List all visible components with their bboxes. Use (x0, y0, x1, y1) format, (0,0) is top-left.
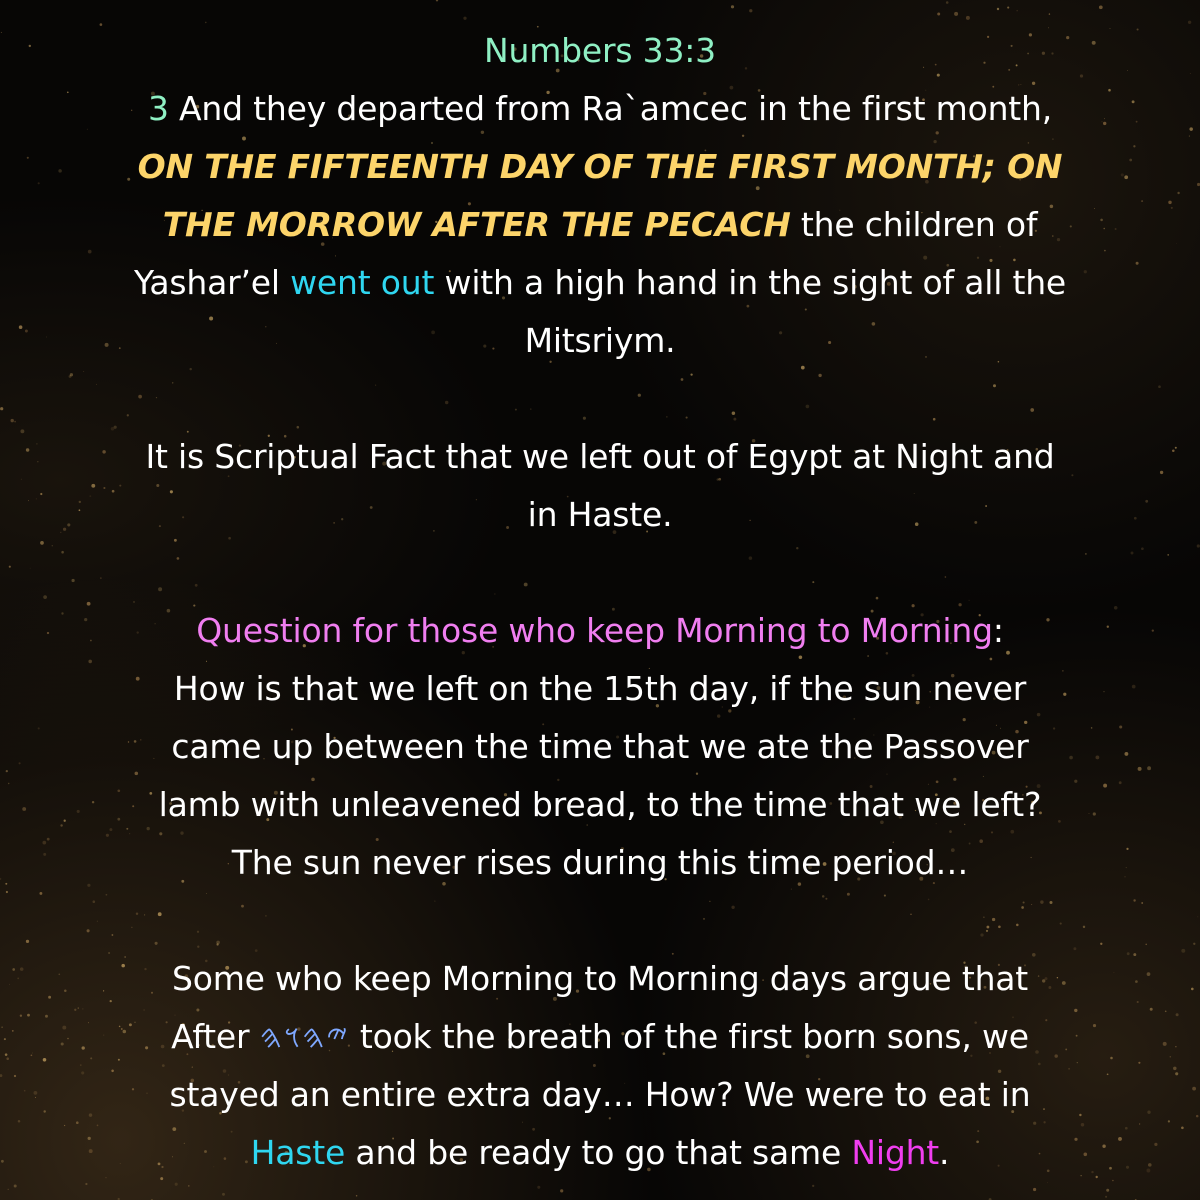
speckle (188, 1185, 190, 1187)
speckle (1033, 1188, 1036, 1191)
scripture-text-block (0, 22, 1200, 1182)
argument-line-2 (0, 1008, 1200, 1066)
speckle (937, 13, 940, 16)
argument-line-3: stayed an entire extra day… How? We were to eat in (169, 1075, 1031, 1114)
verse-text: And they departed from Ra`amcec in the first month, (168, 89, 1053, 128)
speckle (222, 1193, 225, 1196)
speckle (1049, 13, 1050, 14)
verse-line-1 (0, 80, 1200, 138)
verse-line-4 (0, 254, 1200, 312)
verse-emphasis-line-1: ON THE FIFTEENTH DAY OF THE FIRST MONTH; ON (137, 147, 1063, 186)
speckle (85, 1183, 87, 1185)
speckle (8, 1189, 9, 1190)
speckle (1105, 1196, 1107, 1198)
speckle (1047, 1182, 1048, 1183)
paleo-hebrew-name: 𐤉𐤄𐤅𐤄 (259, 1017, 350, 1056)
spacer (0, 370, 1200, 428)
speckle (997, 8, 999, 10)
verse-line-5: Mitsriym. (524, 321, 676, 360)
fact-line-2: in Haste. (527, 495, 673, 534)
scripture-heading: Numbers 33:3 (484, 31, 716, 70)
question-line-2: How is that we left on the 15th day, if the sun never (173, 669, 1027, 708)
argument-text-rest: took the breath of the first born sons, we (349, 1017, 1029, 1056)
went-out-highlight: went out (290, 263, 435, 302)
verse-text-start: Yashar’el (133, 263, 291, 302)
speckle (356, 1195, 358, 1197)
verse-text-cont: the children of (790, 205, 1038, 244)
speckle (954, 12, 958, 16)
argument-period: . (939, 1133, 950, 1172)
speckle (946, 1, 949, 4)
night-highlight: Night (851, 1133, 940, 1172)
argument-line-1: Some who keep Morning to Morning days argue that (171, 959, 1029, 998)
fact-line-1: It is Scriptual Fact that we left out of Egypt at Night and (145, 437, 1055, 476)
speckle (175, 1183, 178, 1186)
speckle (966, 16, 970, 20)
verse-line-3 (0, 196, 1200, 254)
speckle (436, 0, 438, 1)
speckle (812, 1185, 814, 1187)
question-heading (0, 602, 1200, 660)
verse-emphasis-line-2: THE MORROW AFTER THE PECACH (162, 205, 791, 244)
haste-highlight: Haste (250, 1133, 346, 1172)
question-line-4: lamb with unleavened bread, to the time that we left? (158, 785, 1042, 824)
speckle (749, 9, 752, 12)
speckle (537, 1186, 540, 1189)
speckle (560, 1189, 563, 1192)
argument-text-mid: and be ready to go that same (345, 1133, 852, 1172)
question-label: Question for those who keep Morning to Morning (196, 611, 993, 650)
verse-text-rest: with a high hand in the sight of all the (434, 263, 1067, 302)
speckle (731, 5, 734, 8)
speckle (1007, 7, 1009, 9)
spacer (0, 892, 1200, 950)
speckle (14, 1185, 17, 1188)
speckle (1106, 1189, 1109, 1192)
argument-text-start: After (171, 1017, 260, 1056)
question-line-3: came up between the time that we ate the Passover (171, 727, 1029, 766)
question-line-5: The sun never rises during this time period… (231, 843, 969, 882)
speckle (1099, 5, 1103, 9)
spacer (0, 544, 1200, 602)
question-colon: : (992, 611, 1004, 650)
argument-line-4 (0, 1124, 1200, 1182)
speckle (1016, 10, 1018, 12)
verse-number: 3 (147, 89, 169, 128)
speckle (463, 17, 466, 20)
